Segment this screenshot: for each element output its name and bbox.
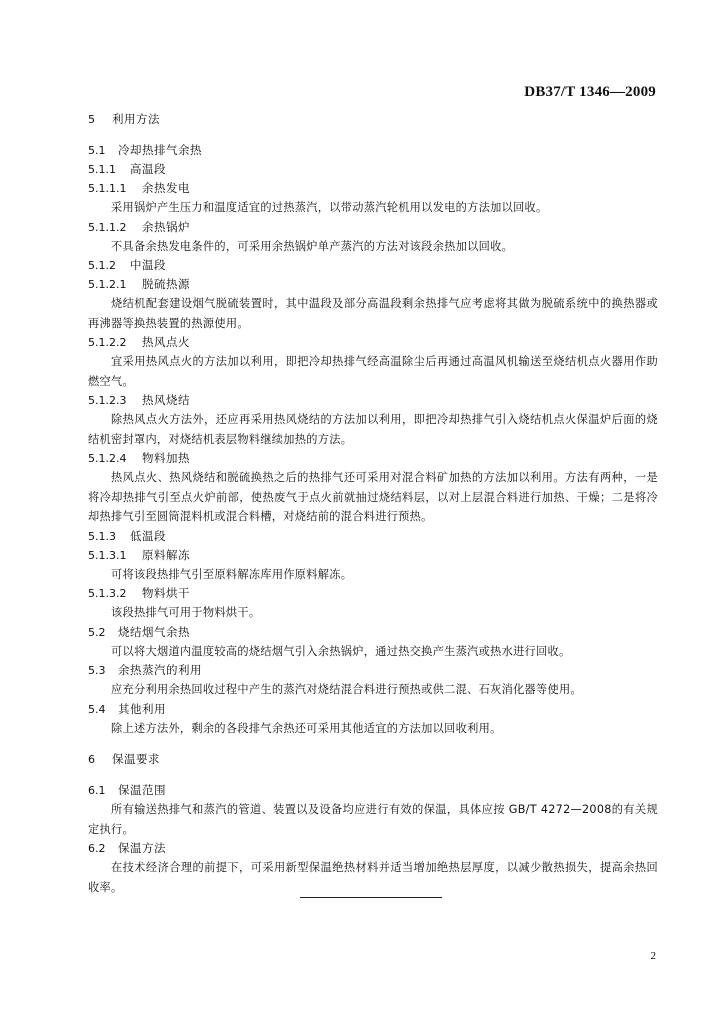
- heading-number: 6: [88, 753, 95, 766]
- heading-title: 物料加热: [142, 451, 190, 465]
- section-heading-6-2: [88, 839, 658, 858]
- heading-title: 余热蒸汽的利用: [118, 663, 202, 677]
- heading-title: 热风烧结: [142, 393, 190, 407]
- heading-title: 中温段: [130, 258, 166, 272]
- heading-number: 5.1.2.1: [88, 278, 127, 291]
- heading-number: 5.1.3: [88, 529, 116, 543]
- section-heading-5-1-2-4: [88, 449, 658, 468]
- heading-title: 原料解冻: [142, 547, 190, 562]
- heading-number: 5.1.2.3: [88, 394, 127, 407]
- paragraph-5-1-3-1: 可将该段热排气引至原料解冻库用作原料解冻。: [111, 567, 353, 581]
- heading-title: 保温范围: [118, 783, 166, 797]
- section-heading-5-1-3-2: [88, 584, 658, 603]
- paragraph-5-3: 应充分利用余热回收过程中产生的蒸汽对烧结混合料进行预热或供二混、石灰消化器等使用。: [111, 683, 582, 696]
- paragraph-5-1-1-1: 采用锅炉产生压力和温度适宜的过热蒸汽，以带动蒸汽轮机用以发电的方法加以回收。: [111, 201, 548, 214]
- heading-number: 5.1.1.2: [88, 220, 127, 234]
- section-heading-5-1-2-2: [88, 333, 658, 352]
- heading-number: 5.4: [88, 702, 106, 716]
- heading-title: 脱硫热源: [142, 277, 190, 291]
- paragraph-5-2: 可以将大烟道内温度较高的烧结烟气引入余热锅炉，通过热交换产生蒸汽或热水进行回收。: [111, 644, 571, 658]
- heading-title: 物料烘干: [142, 586, 190, 600]
- heading-number: 5.1.1.1: [88, 182, 127, 195]
- heading-title: 冷却热排气余热: [118, 143, 202, 157]
- paragraph-5-1-2-3: 除热风点火方法外，还应再采用热风烧结的方法加以利用，即把冷却热排气引入烧结机点火保温炉后面的烧结机密封罩内，对烧结机表层物料继续加热的方法。: [88, 413, 658, 446]
- heading-number: 5.1.2: [88, 259, 116, 272]
- chapter-heading-6: [88, 750, 658, 769]
- paragraph-6-2: 在技术经济合理的前提下，可采用新型保温绝热材料并适当增加绝热层厚度，以减少散热损失，提高余热回收率。: [88, 861, 658, 894]
- heading-title: 低温段: [130, 528, 166, 543]
- heading-number: 6.2: [88, 842, 106, 855]
- section-heading-5-1-2-1: [88, 275, 658, 294]
- heading-title: 保温方法: [118, 841, 166, 855]
- section-heading-6-1: [88, 781, 658, 800]
- document-body: [88, 110, 658, 897]
- section-heading-5-1-2: [88, 256, 658, 275]
- heading-number: 5.1.3.1: [88, 548, 127, 562]
- section-heading-5-4: [88, 700, 658, 719]
- heading-title: 利用方法: [112, 112, 160, 126]
- section-heading-5-1-1-1: [88, 179, 658, 198]
- paragraph-5-4: 除上述方法外，剩余的各段排气余热还可采用其他适宜的方法加以回收利用。: [111, 721, 502, 735]
- chapter-heading-5: [88, 110, 658, 129]
- heading-title: 烧结烟气余热: [118, 624, 190, 639]
- paragraph-5-1-2-4: 热风点火、热风烧结和脱硫换热之后的热排气还可采用对混合料矿加热的方法加以利用。方法有两种，一是将冷却热排气引至点火炉前部，使热废气于点火前就抽过烧结料层，以对上层混合料进行加热、干燥；二是将冷却热排气引至圆筒混料机或混合料槽，对烧结前的混合料进行预热。: [88, 471, 658, 523]
- heading-number: 5.1: [88, 144, 106, 157]
- heading-title: 余热锅炉: [142, 219, 190, 234]
- heading-number: 6.1: [88, 784, 106, 797]
- section-heading-5-1-2-3: [88, 391, 658, 410]
- heading-title: 其他利用: [118, 701, 166, 716]
- heading-number: 5: [88, 113, 95, 126]
- section-heading-5-1-1: [88, 160, 658, 179]
- section-heading-5-1-1-2: [88, 218, 658, 237]
- heading-number: 5.1.2.2: [88, 336, 127, 349]
- paragraph-5-1-2-2: 宜采用热风点火的方法加以利用，即把冷却热排气经高温除尘后再通过高温风机输送至烧结机点火器用作助燃空气。: [88, 355, 658, 388]
- paragraph-5-1-2-1: 烧结机配套建设烟气脱硫装置时，其中温段及部分高温段剩余热排气应考虑将其做为脱硫系统中的换热器或再沸器等换热装置的热源使用。: [88, 297, 658, 330]
- heading-title: 余热发电: [142, 181, 190, 195]
- section-heading-5-1-3-1: [88, 546, 658, 565]
- heading-number: 5.2: [88, 625, 106, 639]
- heading-title: 热风点火: [142, 335, 190, 349]
- heading-title: 保温要求: [112, 752, 160, 766]
- section-heading-5-2: [88, 623, 658, 642]
- heading-title: 高温段: [130, 162, 166, 176]
- heading-number: 5.1.1: [88, 163, 116, 176]
- section-heading-5-3: [88, 661, 658, 680]
- section-heading-5-1-3: [88, 527, 658, 546]
- page-number: 2: [650, 950, 656, 962]
- section-heading-5-1: [88, 141, 658, 160]
- end-of-text-rule: [300, 897, 442, 898]
- document-code: DB37/T 1346—2009: [524, 84, 656, 100]
- heading-number: 5.1.3.2: [88, 587, 127, 600]
- paragraph-6-1: 所有输送热排气和蒸汽的管道、装置以及设备均应进行有效的保温，具体应按 GB/T 4272—2008的有关规定执行。: [88, 803, 658, 836]
- paragraph-5-1-3-2: 该段热排气可用于物料烘干。: [111, 606, 261, 619]
- heading-number: 5.3: [88, 664, 106, 677]
- paragraph-5-1-1-2: 不具备余热发电条件的，可采用余热锅炉单产蒸汽的方法对该段余热加以回收。: [111, 239, 514, 253]
- heading-number: 5.1.2.4: [88, 452, 127, 465]
